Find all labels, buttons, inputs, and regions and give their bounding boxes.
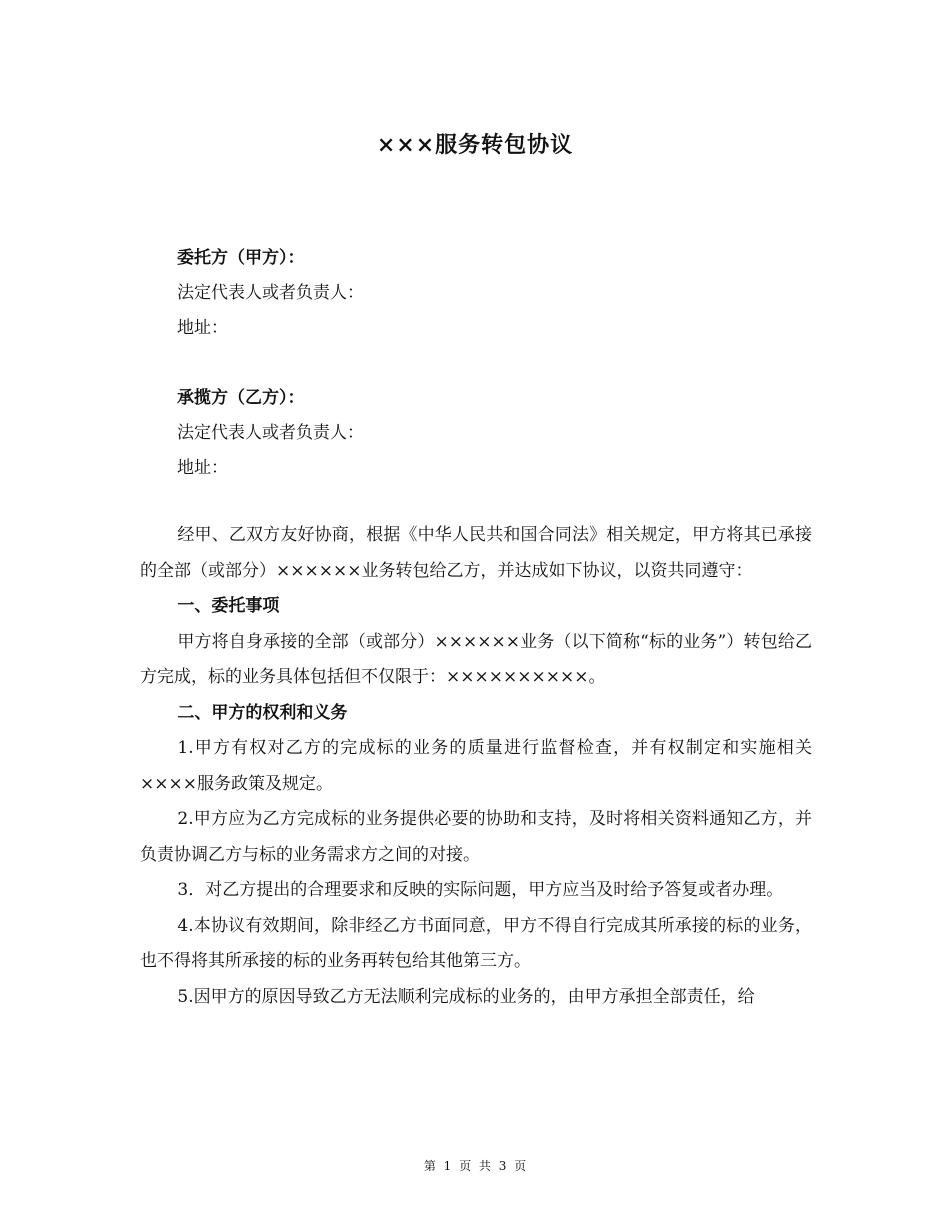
- party-b-block: [177, 385, 817, 490]
- section-heading-party-a-rights: 二、甲方的权利和义务: [177, 702, 348, 723]
- clause-4-paragraph: 4.本协议有效期间，除非经乙方书面同意，甲方不得自行完成其所承接的标的业务，也不得将其所承接的标的业务再转包给其他第三方。: [140, 915, 812, 971]
- clause-3-paragraph: 3．对乙方提出的合理要求和反映的实际问题，甲方应当及时给予答复或者办理。: [177, 880, 784, 900]
- party-b-representative: 法定代表人或者负责人：: [177, 423, 364, 443]
- party-a-representative: 法定代表人或者负责人：: [177, 283, 364, 303]
- party-a-block: [177, 245, 817, 350]
- clause-2-paragraph: 2.甲方应为乙方完成标的业务提供必要的协助和支持，及时将相关资料通知乙方，并负责协调乙方与标的业务需求方之间的对接。: [140, 809, 812, 865]
- party-a-label: 委托方（甲方）：: [177, 248, 305, 268]
- party-b-label: 承揽方（乙方）：: [177, 388, 305, 408]
- preamble-paragraph: 经甲、乙双方友好协商，根据《中华人民共和国合同法》相关规定，甲方将其已承接的全部（或部分）××××××业务转包给乙方，并达成如下协议，以资共同遵守：: [140, 525, 812, 581]
- clause-1-paragraph: 1.甲方有权对乙方的完成标的业务的质量进行监督检查，并有权制定和实施相关××××服务政策及规定。: [140, 738, 812, 794]
- document-title: ×××服务转包协议: [376, 132, 574, 158]
- page-number-footer: 第 1 页 共 3 页: [423, 1159, 527, 1173]
- entrusted-matters-paragraph: 甲方将自身承接的全部（或部分）××××××业务（以下简称“标的业务”）转包给乙方完成，标的业务具体包括但不仅限于：××××××××××。: [140, 631, 812, 687]
- section-heading-entrusted-matters: 一、委托事项: [177, 596, 280, 616]
- agreement-body: [140, 518, 812, 1015]
- clause-5-paragraph: 5.因甲方的原因导致乙方无法顺利完成标的业务的，由甲方承担全部责任，给: [177, 986, 755, 1007]
- party-a-address: 地址：: [177, 318, 228, 338]
- party-b-address: 地址：: [177, 458, 228, 478]
